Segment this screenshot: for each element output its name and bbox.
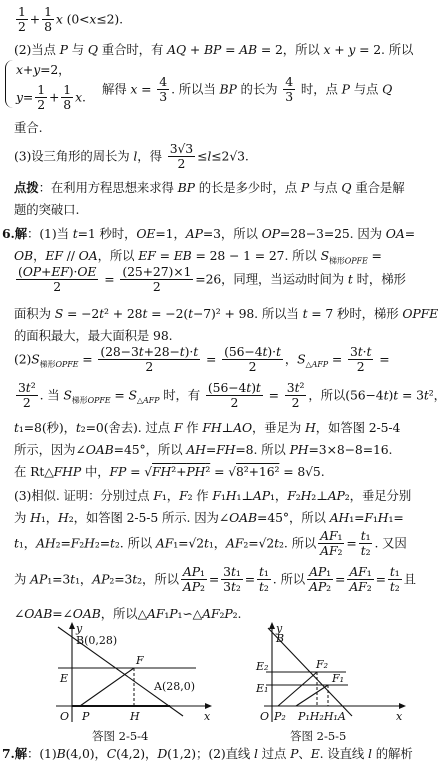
fig2-caption: 答图 2-5-5 xyxy=(290,729,347,743)
fig2-label-E2: E₂ xyxy=(256,660,269,673)
line-18: (3)相似. 证明：分别过点 F₁，F₂ 作 F₁H₁⊥AP₁，F₂H₂⊥AP₂，垂足分别 xyxy=(14,488,412,503)
line-19: 为 H₁，H₂，如答图 2-5-5 所示. 因为∠OAB=45°，所以 AH₁=F₁H₁= xyxy=(14,510,404,525)
line-9: OB，EF // OA，所以 EF = EB = 28 − 1 = 27. 所以 $S_{梯形OPFE}$ = xyxy=(14,248,382,266)
line-11: 面积为 S = −2t² + 28t = −2(t−7)² + 98. 所以当 t = 7 秒时，梯形 OPFE xyxy=(14,306,439,321)
fig2-label-y: y xyxy=(276,622,283,635)
fig2-label-O: O xyxy=(260,710,270,723)
line-17: 在 Rt△FHP 中，FP = √FH²+PH² = √8²+16² = 8√5. xyxy=(14,464,325,479)
line-3a: x+y=2， xyxy=(16,62,71,77)
fig1-label-x: x xyxy=(204,710,211,723)
line-23: 7.解：(1)B(4,0)，C(4,2)，D(1,2)；(2)直线 l 过点 P、E. 设直线 l 的解析 xyxy=(2,746,413,761)
line-6: 点拨：在利用方程思想来求得 BP 的长是多少时，点 P 与点 Q 重合是解 xyxy=(14,180,405,195)
line-22: ∠OAB=∠OAB，所以△AF₁P₁∽△AF₂P₂. xyxy=(14,606,242,621)
line-10: $\frac{(OP+EF)\cdot OE}{2}$ = $\frac{(25+27)\times 1}{2}$ =26，同理，当运动时间为 t 时，梯形 xyxy=(18,264,406,295)
line-21: 为 AP₁=3t₁，AP₂=3t₂，所以 $\frac{\text{AP₁}}{\text{AP₂}}$ = $\frac{\text{3t₁}}{\text{3t₂}}$ = $\frac{\text{t₁}}{\text{t₂}}$ . 所以 $\frac{\text{AP₁}}{\text{AP₂}}$ = $\frac{\text{AF₁}}{\text{AF₂}}$ = $\frac{\text{t₁}}{\text{t₂}}$ 且 xyxy=(14,564,416,595)
line-1: $\frac{1}{2}$ + $\frac{1}{8}$ x (0<x≤2). xyxy=(18,4,123,35)
line-12: 的面积最大，最大面积是 98. xyxy=(14,328,173,343)
fig2-label-P2: P₂ xyxy=(274,710,286,723)
line-13: $(2)S_{梯形OPFE}$ = $\frac{(28-3t+28-t)\cdot t}{2}$ = $\frac{(56-4t)\cdot t}{2}$ ，$S_{\triangle AFP}$ = $\frac{3t\cdot t}{2}$ = xyxy=(14,344,390,375)
line-3b: y= $\frac{1}{2}$ + $\frac{1}{8}$ x. xyxy=(16,82,86,113)
fig2-label-P1H2H1A: P₁H₂H₁A xyxy=(298,710,346,723)
line-16: 所示，因为∠OAB=45°，所以 AH=FH=8. 所以 PH=3×8−8=16. xyxy=(14,442,393,457)
fig1-label-P: P xyxy=(82,710,90,723)
fig1-label-O: O xyxy=(60,710,70,723)
line-8: 6.解：(1)当 t=1 秒时，OE=1，AP=3，所以 OP=28−3=25. 因为 OA= xyxy=(2,226,416,241)
fig2-label-E1: E₁ xyxy=(256,682,269,695)
fig1-label-y: y xyxy=(76,622,83,635)
line-15: t₁=8(秒)，t₂=0(舍去). 过点 F 作 FH⊥AO，垂足为 H，如答图 2-5-4 xyxy=(14,420,401,435)
fig1-label-H: H xyxy=(130,710,140,723)
fig1-label-E: E xyxy=(60,672,69,685)
fig2-label-B: B xyxy=(276,632,285,645)
line-3c: 解得 x = $\frac{4}{3}$ . 所以当 BP 的长为 $\frac{4}{3}$ 时，点 P 与点 Q xyxy=(102,74,393,105)
fig1-label-F: F xyxy=(136,654,144,667)
fig1-label-B: B(0,28) xyxy=(76,634,118,647)
line-5: (3)设三角形的周长为 l，得 $\frac{3√3}{2}$ ≤l≤2√3. xyxy=(14,141,249,172)
fig2-label-x: x xyxy=(396,710,403,723)
line-7: 题的突破口. xyxy=(14,202,80,217)
line-20: t₁，AH₂=F₂H₂=t₂. 所以 AF₁=√2t₁，AF₂=√2t₂. 所以 $\frac{\text{AF₁}}{\text{AF₂}}$ = $\frac{\text{t₁}}{\text{t₂}}$ . 又因 xyxy=(14,528,407,559)
fig1-label-A: A(28,0) xyxy=(154,680,196,693)
fig2-label-F1: F₁ xyxy=(332,672,345,685)
equation-system-brace xyxy=(5,60,14,108)
figure-2-5-4 xyxy=(46,622,212,728)
line-4: 重合. xyxy=(14,120,43,135)
figure-2-5-5 xyxy=(256,622,406,728)
fig2-label-F2: F₂ xyxy=(316,658,329,671)
line-2: (2)当点 P 与 Q 重合时，有 AQ + BP = AB = 2，所以 x + y = 2. 所以 xyxy=(14,42,414,57)
fig1-caption: 答图 2-5-4 xyxy=(92,729,149,743)
line-14: $\frac{\text{3t²}}{2}$ . 当 $S_{梯形OPFE} = S_{\triangle AFP}$ 时，有 $\frac{(56-4t)t}{2}$ = $\frac{\text{3t²}}{2}$ ，所以(56−4t)t = 3t²， xyxy=(18,380,446,411)
